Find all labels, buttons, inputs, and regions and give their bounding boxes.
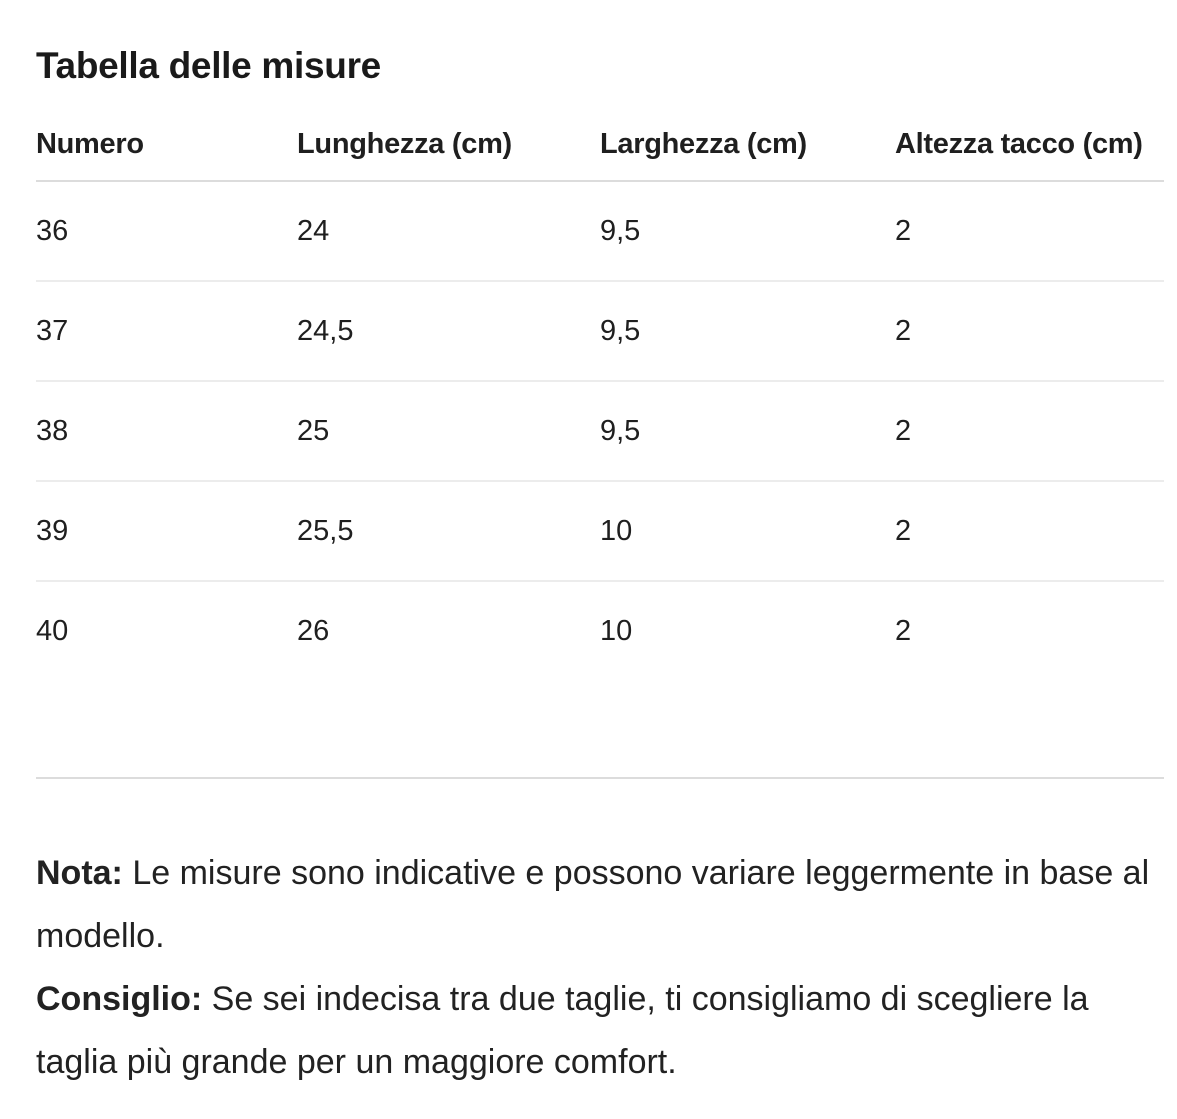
tip-text: Se sei indecisa tra due taglie, ti consigliamo di scegliere la taglia più grande per un maggiore comfort. [36,980,1089,1081]
page-title: Tabella delle misure [36,45,381,86]
tip-label: Consiglio: [36,980,203,1018]
cell-lunghezza: 25 [297,415,330,447]
cell-numero: 40 [36,615,69,647]
tip-paragraph [36,968,1164,1094]
cell-larghezza: 9,5 [600,315,641,347]
cell-altezza-tacco: 2 [895,215,912,247]
table-row [36,382,1164,482]
cell-lunghezza: 26 [297,615,330,647]
cell-numero: 39 [36,515,69,547]
cell-altezza-tacco: 2 [895,315,912,347]
cell-lunghezza: 24,5 [297,315,354,347]
table-row [36,182,1164,282]
cell-larghezza: 10 [600,515,633,547]
column-header-larghezza: Larghezza (cm) [600,128,807,160]
cell-altezza-tacco: 2 [895,415,912,447]
table-header-row [36,120,1164,182]
cell-numero: 36 [36,215,69,247]
cell-lunghezza: 24 [297,215,330,247]
cell-numero: 38 [36,415,69,447]
cell-larghezza: 10 [600,615,633,647]
column-header-altezza-tacco: Altezza tacco (cm) [895,128,1143,160]
cell-lunghezza: 25,5 [297,515,354,547]
size-table [36,120,1164,682]
section-divider [36,777,1164,779]
cell-larghezza: 9,5 [600,415,641,447]
note-label: Nota: [36,854,123,892]
cell-larghezza: 9,5 [600,215,641,247]
column-header-numero: Numero [36,128,144,160]
cell-altezza-tacco: 2 [895,615,912,647]
note-paragraph [36,842,1164,968]
cell-numero: 37 [36,315,69,347]
notes-section [36,842,1164,1094]
column-header-lunghezza: Lunghezza (cm) [297,128,512,160]
note-text: Le misure sono indicative e possono variare leggermente in base al modello. [36,854,1150,955]
table-row [36,582,1164,682]
table-row [36,282,1164,382]
cell-altezza-tacco: 2 [895,515,912,547]
table-row [36,482,1164,582]
